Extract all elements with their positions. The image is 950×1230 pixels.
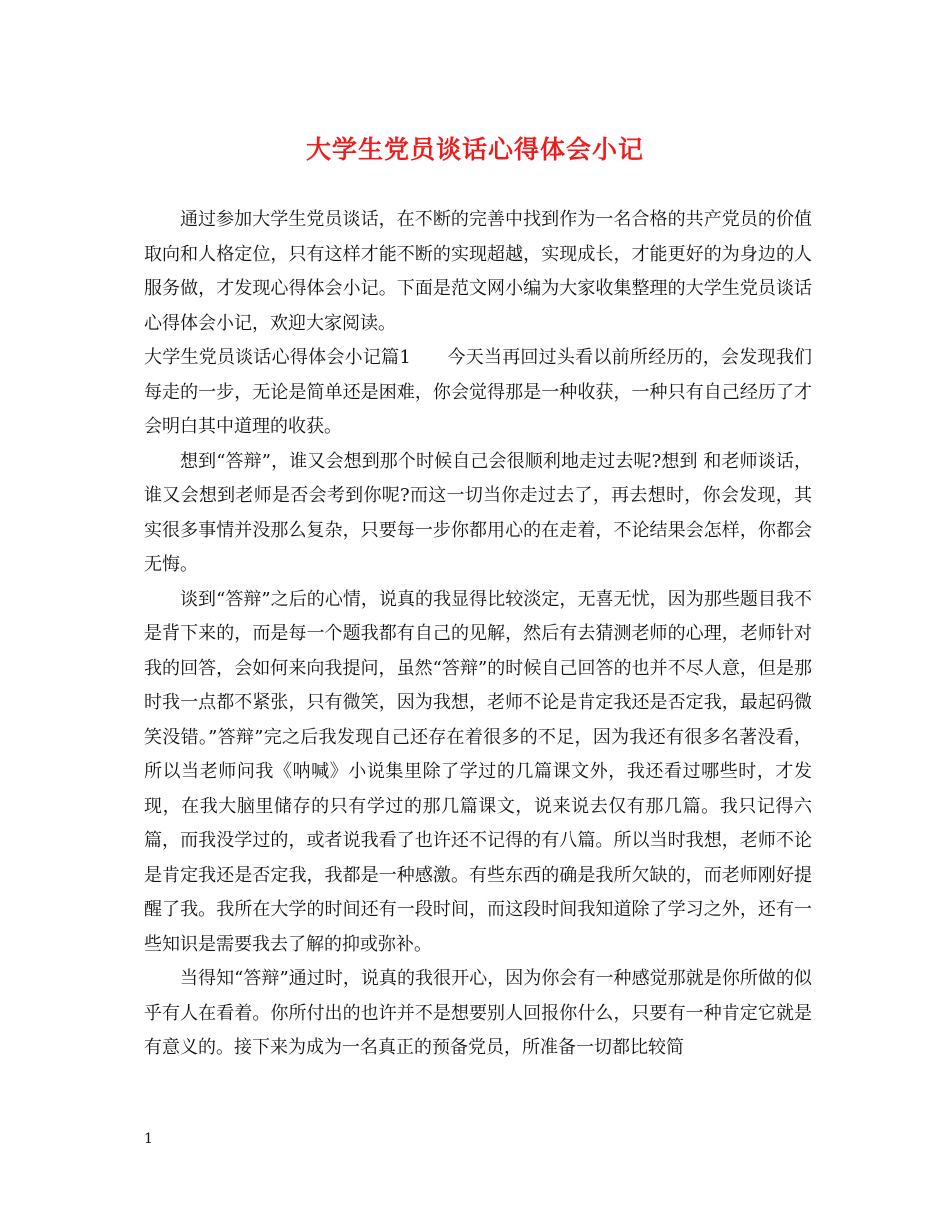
- paragraph-debate-thoughts: 想到“答辩”，谁又会想到那个时候自己会很顺利地走过去呢?想到 和老师谈话，谁又会想到老师是否会考到你呢?而这一切当你走过去了，再去想时，你会发现，其实很多事情并没那么复杂，只要每一步你都用心的在走着，不论结果会怎样，你都会无悔。: [144, 450, 812, 575]
- paragraph-debate-passed: 当得知“答辩”通过时，说真的我很开心，因为你会有一种感觉那就是你所做的似乎有人在看着。你所付出的也许并不是想要别人回报你什么，只要有一种肯定它就是有意义的。接下来为成为一名真正的预备党员，所准备一切都比较简: [144, 968, 812, 1058]
- paragraph-intro: 通过参加大学生党员谈话，在不断的完善中找到作为一名合格的共产党员的价值取向和人格定位，只有这样才能不断的实现超越，实现成长，才能更好的为身边的人服务做，才发现心得体会小记。下面是范文网小编为大家收集整理的大学生党员谈话心得体会小记，欢迎大家阅读。: [144, 209, 812, 334]
- page-number: 1: [144, 1131, 153, 1147]
- document-body: [144, 203, 812, 1066]
- paragraph-section-1: 大学生党员谈话心得体会小记篇1 今天当再回过头看以前所经历的，会发现我们每走的一步，无论是简单还是困难，你会觉得那是一种收获，一种只有自己经历了才会明白其中道理的收获。: [144, 347, 812, 437]
- document-title: 大学生党员谈话心得体会小记: [305, 135, 644, 164]
- paragraph-after-debate: 谈到“答辩”之后的心情，说真的我显得比较淡定，无喜无忧，因为那些题目我不是背下来的，而是每一个题我都有自己的见解，然后有去猜测老师的心理，老师针对我的回答，会如何来向我提问，虽然“答辩”的时候自己回答的也并不尽人意，但是那时我一点都不紧张，只有微笑，因为我想，老师不论是肯定我还是否定我，最起码微笑没错。”答辩”完之后我发现自己还存在着很多的不足，因为我还有很多名著没看，所以当老师问我《呐喊》小说集里除了学过的几篇课文外，我还看过哪些时，才发现，在我大脑里储存的只有学过的那几篇课文，说来说去仅有那几篇。我只记得六篇，而我没学过的，或者说我看了也许还不记得的有八篇。所以当时我想，老师不论是肯定我还是否定我，我都是一种感激。有些东西的确是我所欠缺的，而老师刚好提醒了我。我所在大学的时间还有一段时间，而这段时间我知道除了学习之外，还有一些知识是需要我去了解的抑或弥补。: [144, 588, 812, 955]
